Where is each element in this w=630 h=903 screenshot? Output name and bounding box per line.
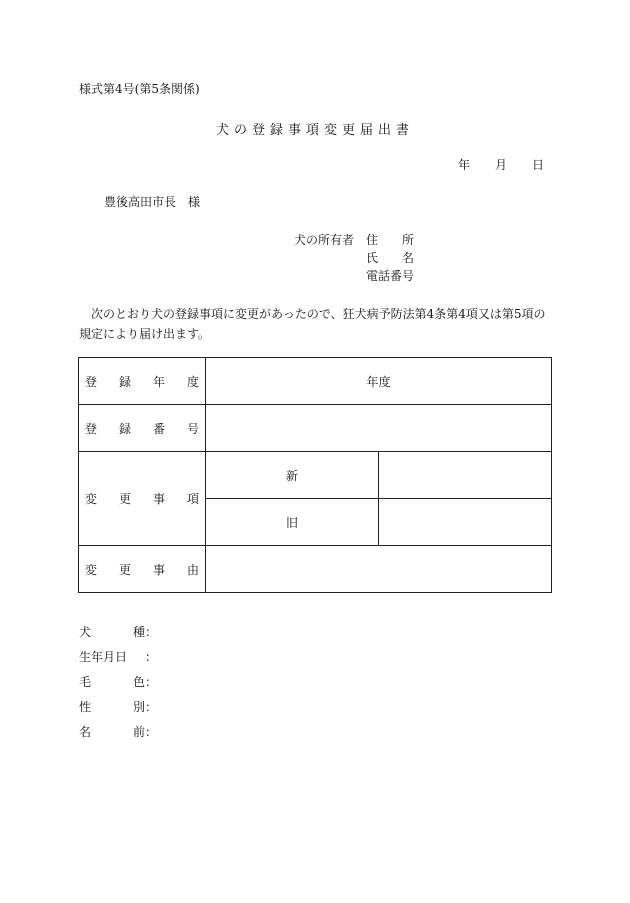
body-text: 次のとおり犬の登録事項に変更があったので、狂犬病予防法第4条第4項又は第5項の規定により届け出ます。 bbox=[79, 307, 546, 341]
label-char: 別 bbox=[132, 700, 145, 714]
label-char: 性 bbox=[79, 700, 92, 714]
dog-breed-label bbox=[79, 623, 145, 640]
change-reason-value[interactable] bbox=[206, 546, 552, 593]
label-char: 登 bbox=[85, 374, 98, 389]
addressee: 豊後高田市長 様 bbox=[104, 195, 201, 209]
date-month: 月 bbox=[495, 158, 508, 172]
table-row bbox=[79, 358, 552, 405]
label-char: 度 bbox=[186, 374, 199, 389]
owner-phone-label: 電話番号 bbox=[366, 269, 415, 283]
dog-color-label bbox=[79, 673, 145, 690]
reg-number-label bbox=[79, 405, 206, 452]
label-char: 色 bbox=[132, 675, 145, 689]
label-char: 号 bbox=[186, 421, 199, 436]
label-char: 由 bbox=[186, 562, 199, 577]
label-char: 年 bbox=[152, 374, 165, 389]
date-day: 日 bbox=[532, 158, 545, 172]
label-char: 種 bbox=[132, 625, 145, 639]
dog-sex-line bbox=[79, 698, 157, 715]
label-char: 事 bbox=[152, 562, 165, 577]
dog-name-line bbox=[79, 723, 157, 740]
label-char: 毛 bbox=[79, 675, 92, 689]
reg-number-value[interactable] bbox=[206, 405, 552, 452]
label-char: 犬 bbox=[79, 625, 92, 639]
label-char: 番 bbox=[152, 421, 165, 436]
label-char: 登 bbox=[85, 421, 98, 436]
new-label: 新 bbox=[206, 452, 379, 499]
label-char: 変 bbox=[85, 562, 98, 577]
dog-color-line bbox=[79, 673, 157, 690]
owner-name-label: 氏 名 bbox=[366, 251, 415, 265]
table-row bbox=[79, 546, 552, 593]
date-line bbox=[458, 156, 544, 173]
registration-change-table bbox=[78, 357, 552, 593]
label-char: 更 bbox=[118, 562, 131, 577]
label-char: 更 bbox=[118, 492, 131, 506]
reg-year-label bbox=[79, 358, 206, 405]
owner-address-label: 住 所 bbox=[366, 233, 415, 247]
label-char: 変 bbox=[85, 492, 98, 506]
dog-birthdate-label: 生年月日 bbox=[79, 650, 128, 664]
owner-label: 犬の所有者 bbox=[294, 233, 355, 247]
dog-breed-line bbox=[79, 623, 157, 640]
colon: ： bbox=[145, 700, 158, 714]
form-number: 様式第4号(第5条関係) bbox=[79, 82, 200, 96]
owner-fields bbox=[366, 231, 414, 285]
old-value[interactable] bbox=[379, 499, 552, 546]
change-items-label bbox=[79, 452, 206, 546]
colon: ： bbox=[145, 625, 158, 639]
label-char: 事 bbox=[152, 492, 165, 506]
label-char: 録 bbox=[118, 421, 131, 436]
change-reason-label bbox=[79, 546, 206, 593]
colon: ： bbox=[145, 650, 158, 664]
dog-name-label bbox=[79, 723, 145, 740]
document-title: 犬の登録事項変更届出書 bbox=[215, 123, 414, 138]
dog-birthdate-line bbox=[79, 648, 157, 665]
label-char: 項 bbox=[186, 492, 199, 506]
new-value[interactable] bbox=[379, 452, 552, 499]
date-year: 年 bbox=[458, 158, 471, 172]
reg-year-value[interactable]: 年度 bbox=[206, 358, 552, 405]
dog-sex-label bbox=[79, 698, 145, 715]
label-char: 名 bbox=[79, 725, 92, 739]
label-char: 前 bbox=[132, 725, 145, 739]
label-char: 録 bbox=[118, 374, 131, 389]
table-row bbox=[79, 452, 552, 499]
colon: ： bbox=[145, 725, 158, 739]
table-row bbox=[79, 405, 552, 452]
old-label: 旧 bbox=[206, 499, 379, 546]
colon: ： bbox=[145, 675, 158, 689]
